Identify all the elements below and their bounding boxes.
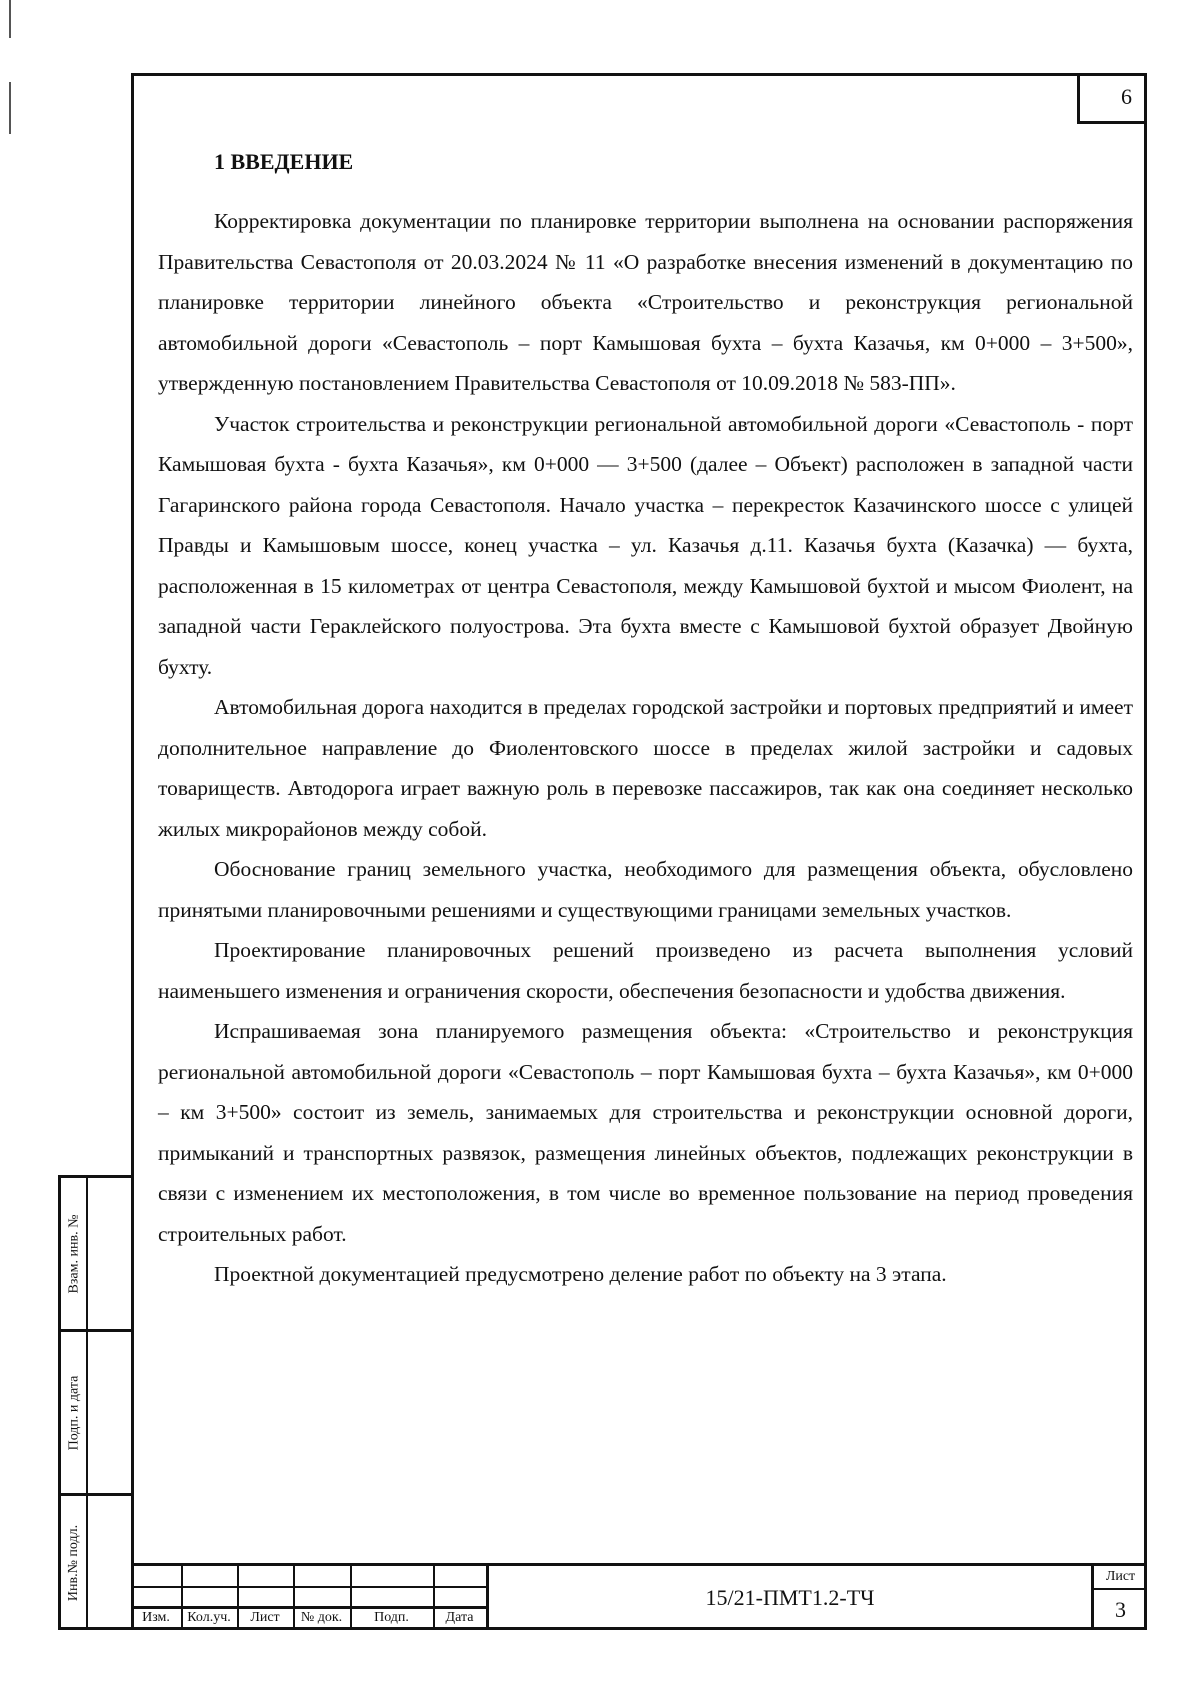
col-list: Лист <box>250 1610 280 1625</box>
col-kol-uch: Кол.уч. <box>187 1610 231 1625</box>
page-number: 6 <box>1077 73 1147 124</box>
paragraph-1: Корректировка документации по планировке территории выполнена на основании распоряжения Правительства Севастополя от 20.03.2024 № 11 «О разработке внесения изменений в документацию по планировке территории линейного объекта «Строительство и реконструкция региональной автомобильной дороги «Севастополь – порт Камышовая бухта – бухта Казачья, км 0+000 – 3+500», утвержденную постановлением Правительства Севастополя от 10.09.2018 № 583-ПП». <box>158 209 1133 395</box>
col-nom-dok: № док. <box>300 1610 343 1625</box>
side-strip <box>58 1175 131 1630</box>
col-podp: Подп. <box>374 1610 409 1625</box>
strip-divider <box>86 1496 88 1630</box>
document-code: 15/21-ПМТ1.2-ТЧ <box>705 1585 875 1610</box>
strip-divider <box>86 1332 88 1493</box>
paragraph-4: Обоснование границ земельного участка, необходимого для размещения объекта, обусловлено принятыми планировочными решениями и существующими границами земельных участков. <box>158 857 1133 922</box>
col-data: Дата <box>445 1610 474 1625</box>
strip-divider <box>86 1178 88 1329</box>
paragraph-5: Проектирование планировочных решений произведено из расчета выполнения условий наименьшего изменения и ограничения скорости, обеспечения безопасности и удобства движения. <box>158 938 1133 1003</box>
col-izm: Изм. <box>142 1610 170 1625</box>
strip-row-vzam <box>61 1178 131 1332</box>
title-block <box>131 1563 1147 1630</box>
strip-row-podp <box>61 1332 131 1496</box>
vzam-inv-label: Взам. инв. № <box>66 1214 82 1293</box>
inv-podl-label: Инв.№ подл. <box>66 1524 82 1602</box>
section-heading: 1 ВВЕДЕНИЕ <box>214 149 354 174</box>
paragraph-6: Испрашиваемая зона планируемого размещения объекта: «Строительство и реконструкция региональной автомобильной дороги «Севастополь – порт Камышовая бухта – бухта Казачья», км 0+000 – км 3+500» состоит из земель, занимаемых для строительства и реконструкции основной дороги, примыканий и транспортных развязок, размещения линейных объектов, подлежащих реконструкции в связи с изменением их местоположения, в том числе во временное пользование на период проведения строительных работ. <box>158 1019 1133 1246</box>
sheet-label: Лист <box>1094 1568 1147 1590</box>
paragraph-3: Автомобильная дорога находится в пределах городской застройки и портовых предприятий и имеет дополнительное направление до Фиолентовского шоссе в пределах жилой застройки и садовых товариществ. Автодорога играет важную роль в перевозке пассажиров, так как она соединяет несколько жилых микрорайонов между собой. <box>158 695 1133 841</box>
podp-data-label: Подп. и дата <box>66 1375 82 1450</box>
document-body <box>158 142 1133 1295</box>
sheet-box <box>1091 1566 1147 1630</box>
strip-row-inv <box>61 1496 131 1630</box>
revision-grid <box>131 1566 489 1630</box>
crop-mark-top <box>9 0 11 38</box>
paragraph-7: Проектной документацией предусмотрено деление работ по объекту на 3 этапа. <box>214 1262 947 1286</box>
sheet-number: 3 <box>1115 1597 1126 1622</box>
crop-mark-middle <box>9 82 11 134</box>
paragraph-2: Участок строительства и реконструкции региональной автомобильной дороги «Севастополь - порт Камышовая бухта - бухта Казачья», км 0+000 — 3+500 (далее – Объект) расположен в западной части Гагаринского района города Севастополя. Начало участка – перекресток Казачинского шоссе с улицей Правды и Камышовым шоссе, конец участка – ул. Казачья д.11. Казачья бухта (Казачка) — бухта, расположенная в 15 километрах от центра Севастополя, между Камышовой бухтой и мысом Фиолент, на западной части Гераклейского полуострова. Эта бухта вместе с Камышовой бухтой образует Двойную бухту. <box>158 411 1133 679</box>
